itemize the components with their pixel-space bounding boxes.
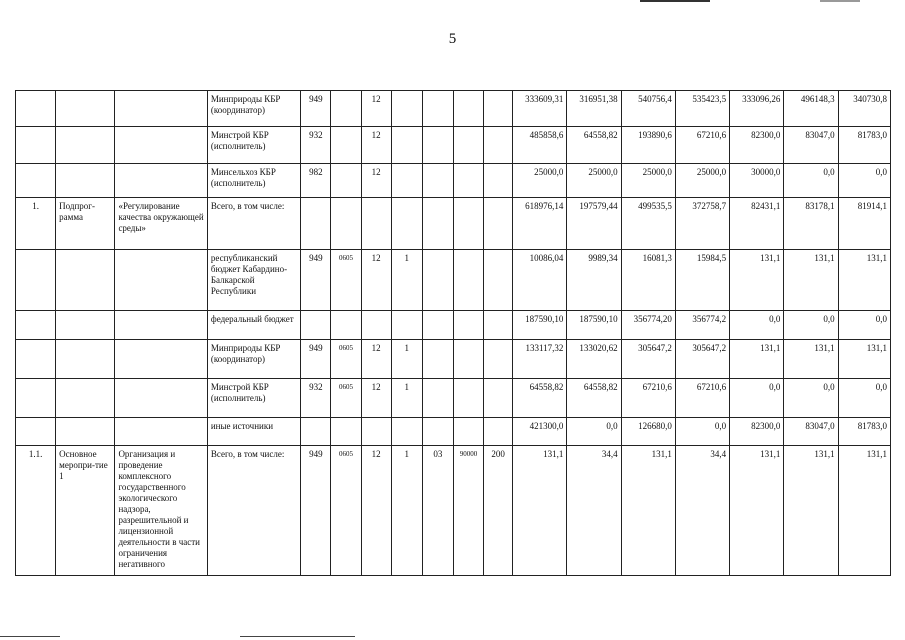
value-cell: 0,0 xyxy=(730,379,784,418)
value-cell: 25000,0 xyxy=(513,164,567,198)
value-cell: 618976,14 xyxy=(513,198,567,250)
code-cell xyxy=(453,164,483,198)
value-cell: 197579,44 xyxy=(567,198,621,250)
value-cell: 64558,82 xyxy=(513,379,567,418)
value-cell: 16081,3 xyxy=(621,250,675,311)
code-cell: 12 xyxy=(361,164,391,198)
value-cell: 540756,4 xyxy=(621,91,675,127)
value-cell: 340730,8 xyxy=(838,91,890,127)
executor-cell: Минстрой КБР (исполнитель) xyxy=(207,379,300,418)
code-cell xyxy=(453,311,483,340)
type-cell: Основное меропри-тие 1 xyxy=(56,446,115,576)
value-cell: 356774,2 xyxy=(675,311,729,340)
table-row xyxy=(16,340,891,379)
value-cell: 9989,34 xyxy=(567,250,621,311)
value-cell: 34,4 xyxy=(567,446,621,576)
table-row xyxy=(16,418,891,446)
bottom-edge-mark xyxy=(240,636,355,637)
type-cell: Подпрог-рамма xyxy=(56,198,115,250)
value-cell: 131,1 xyxy=(730,340,784,379)
code-cell xyxy=(391,91,422,127)
rzpr-cell: 0605 xyxy=(331,379,361,418)
executor-cell: Всего, в том числе: xyxy=(207,198,300,250)
value-cell: 0,0 xyxy=(784,379,838,418)
code-cell: 12 xyxy=(361,379,391,418)
rzpr-cell: 0605 xyxy=(331,446,361,576)
row-number-cell: 1.1. xyxy=(16,446,56,576)
value-cell: 83047,0 xyxy=(784,127,838,164)
code-cell: 1 xyxy=(391,250,422,311)
value-cell: 356774,20 xyxy=(621,311,675,340)
table-row xyxy=(16,127,891,164)
type-cell xyxy=(56,127,115,164)
value-cell: 64558,82 xyxy=(567,379,621,418)
bottom-edge-mark xyxy=(0,636,60,637)
table-row xyxy=(16,164,891,198)
vr-cell xyxy=(484,91,513,127)
value-cell: 82300,0 xyxy=(730,127,784,164)
grbs-cell xyxy=(301,198,331,250)
value-cell: 83178,1 xyxy=(784,198,838,250)
row-number-cell xyxy=(16,418,56,446)
value-cell: 131,1 xyxy=(730,446,784,576)
vr-cell xyxy=(484,198,513,250)
value-cell: 496148,3 xyxy=(784,91,838,127)
value-cell: 131,1 xyxy=(838,340,890,379)
row-number-cell xyxy=(16,250,56,311)
rzpr-cell xyxy=(331,127,361,164)
code-cell xyxy=(453,127,483,164)
name-cell xyxy=(115,418,207,446)
value-cell: 25000,0 xyxy=(567,164,621,198)
vr-cell xyxy=(484,311,513,340)
value-cell: 305647,2 xyxy=(621,340,675,379)
value-cell: 485858,6 xyxy=(513,127,567,164)
code-cell xyxy=(453,418,483,446)
rzpr-cell xyxy=(331,164,361,198)
type-cell xyxy=(56,91,115,127)
grbs-cell: 932 xyxy=(301,127,331,164)
code-cell: 1 xyxy=(391,379,422,418)
code-cell xyxy=(422,379,453,418)
rzpr-cell xyxy=(331,198,361,250)
value-cell: 0,0 xyxy=(784,164,838,198)
code-cell: 12 xyxy=(361,340,391,379)
executor-cell: республиканский бюджет Кабардино-Балкарской Республики xyxy=(207,250,300,311)
vr-cell xyxy=(484,164,513,198)
code-cell: 90000 xyxy=(453,446,483,576)
value-cell: 131,1 xyxy=(838,250,890,311)
value-cell: 305647,2 xyxy=(675,340,729,379)
executor-cell: иные источники xyxy=(207,418,300,446)
row-number-cell xyxy=(16,340,56,379)
executor-cell: Минприроды КБР (координатор) xyxy=(207,340,300,379)
table-row xyxy=(16,250,891,311)
value-cell: 82300,0 xyxy=(730,418,784,446)
row-number-cell: 1. xyxy=(16,198,56,250)
name-cell: «Регулирование качества окружающей среды» xyxy=(115,198,207,250)
value-cell: 0,0 xyxy=(838,311,890,340)
name-cell xyxy=(115,250,207,311)
grbs-cell: 982 xyxy=(301,164,331,198)
value-cell: 82431,1 xyxy=(730,198,784,250)
type-cell xyxy=(56,379,115,418)
row-number-cell xyxy=(16,379,56,418)
value-cell: 131,1 xyxy=(621,446,675,576)
executor-cell: федеральный бюджет xyxy=(207,311,300,340)
grbs-cell: 932 xyxy=(301,379,331,418)
value-cell: 0,0 xyxy=(567,418,621,446)
value-cell: 67210,6 xyxy=(621,379,675,418)
name-cell xyxy=(115,164,207,198)
value-cell: 499535,5 xyxy=(621,198,675,250)
type-cell xyxy=(56,250,115,311)
code-cell xyxy=(453,250,483,311)
value-cell: 81783,0 xyxy=(838,418,890,446)
table-row xyxy=(16,198,891,250)
name-cell xyxy=(115,127,207,164)
value-cell: 64558,82 xyxy=(567,127,621,164)
value-cell: 133117,32 xyxy=(513,340,567,379)
code-cell xyxy=(422,198,453,250)
code-cell xyxy=(391,164,422,198)
table-row xyxy=(16,311,891,340)
value-cell: 131,1 xyxy=(784,340,838,379)
value-cell: 193890,6 xyxy=(621,127,675,164)
top-edge-mark xyxy=(820,0,860,2)
grbs-cell xyxy=(301,418,331,446)
value-cell: 10086,04 xyxy=(513,250,567,311)
grbs-cell: 949 xyxy=(301,91,331,127)
value-cell: 316951,38 xyxy=(567,91,621,127)
row-number-cell xyxy=(16,91,56,127)
vr-cell xyxy=(484,127,513,164)
code-cell xyxy=(422,311,453,340)
name-cell xyxy=(115,311,207,340)
code-cell xyxy=(391,198,422,250)
value-cell: 131,1 xyxy=(730,250,784,311)
value-cell: 133020,62 xyxy=(567,340,621,379)
code-cell: 03 xyxy=(422,446,453,576)
code-cell: 1 xyxy=(391,340,422,379)
code-cell xyxy=(391,311,422,340)
grbs-cell: 949 xyxy=(301,340,331,379)
code-cell: 12 xyxy=(361,91,391,127)
executor-cell: Минстрой КБР (исполнитель) xyxy=(207,127,300,164)
value-cell: 333609,31 xyxy=(513,91,567,127)
type-cell xyxy=(56,311,115,340)
row-number-cell xyxy=(16,311,56,340)
table-row xyxy=(16,91,891,127)
vr-cell: 200 xyxy=(484,446,513,576)
value-cell: 15984,5 xyxy=(675,250,729,311)
code-cell xyxy=(422,164,453,198)
value-cell: 81914,1 xyxy=(838,198,890,250)
vr-cell xyxy=(484,379,513,418)
rzpr-cell xyxy=(331,91,361,127)
value-cell: 0,0 xyxy=(730,311,784,340)
rzpr-cell xyxy=(331,418,361,446)
rzpr-cell: 0605 xyxy=(331,250,361,311)
value-cell: 25000,0 xyxy=(621,164,675,198)
code-cell xyxy=(422,250,453,311)
value-cell: 131,1 xyxy=(784,250,838,311)
rzpr-cell: 0605 xyxy=(331,340,361,379)
value-cell: 187590,10 xyxy=(567,311,621,340)
value-cell: 30000,0 xyxy=(730,164,784,198)
vr-cell xyxy=(484,340,513,379)
grbs-cell xyxy=(301,311,331,340)
code-cell xyxy=(422,127,453,164)
code-cell xyxy=(361,418,391,446)
value-cell: 0,0 xyxy=(675,418,729,446)
code-cell: 12 xyxy=(361,446,391,576)
table-row xyxy=(16,446,891,576)
value-cell: 25000,0 xyxy=(675,164,729,198)
code-cell xyxy=(422,340,453,379)
value-cell: 67210,6 xyxy=(675,127,729,164)
top-edge-mark xyxy=(640,0,710,2)
row-number-cell xyxy=(16,164,56,198)
value-cell: 81783,0 xyxy=(838,127,890,164)
code-cell xyxy=(453,198,483,250)
executor-cell: Всего, в том числе: xyxy=(207,446,300,576)
code-cell xyxy=(453,340,483,379)
value-cell: 333096,26 xyxy=(730,91,784,127)
code-cell xyxy=(391,418,422,446)
code-cell xyxy=(391,127,422,164)
value-cell: 421300,0 xyxy=(513,418,567,446)
table-row xyxy=(16,379,891,418)
name-cell xyxy=(115,340,207,379)
code-cell: 12 xyxy=(361,250,391,311)
vr-cell xyxy=(484,418,513,446)
code-cell xyxy=(361,311,391,340)
code-cell xyxy=(453,91,483,127)
grbs-cell: 949 xyxy=(301,446,331,576)
value-cell: 34,4 xyxy=(675,446,729,576)
code-cell xyxy=(361,198,391,250)
rzpr-cell xyxy=(331,311,361,340)
budget-table xyxy=(15,90,891,576)
code-cell xyxy=(453,379,483,418)
type-cell xyxy=(56,418,115,446)
value-cell: 126680,0 xyxy=(621,418,675,446)
page-number: 5 xyxy=(448,31,457,47)
value-cell: 83047,0 xyxy=(784,418,838,446)
code-cell xyxy=(422,91,453,127)
code-cell: 1 xyxy=(391,446,422,576)
vr-cell xyxy=(484,250,513,311)
value-cell: 131,1 xyxy=(838,446,890,576)
name-cell xyxy=(115,91,207,127)
code-cell: 12 xyxy=(361,127,391,164)
value-cell: 535423,5 xyxy=(675,91,729,127)
value-cell: 372758,7 xyxy=(675,198,729,250)
value-cell: 131,1 xyxy=(784,446,838,576)
executor-cell: Минсельхоз КБР (исполнитель) xyxy=(207,164,300,198)
value-cell: 67210,6 xyxy=(675,379,729,418)
type-cell xyxy=(56,164,115,198)
value-cell: 187590,10 xyxy=(513,311,567,340)
name-cell: Организация и проведение комплексного государственного экологического надзора, разрешительной и лицензионной деятельности в части ограничения негативного xyxy=(115,446,207,576)
value-cell: 0,0 xyxy=(838,164,890,198)
executor-cell: Минприроды КБР (координатор) xyxy=(207,91,300,127)
grbs-cell: 949 xyxy=(301,250,331,311)
value-cell: 131,1 xyxy=(513,446,567,576)
code-cell xyxy=(422,418,453,446)
type-cell xyxy=(56,340,115,379)
value-cell: 0,0 xyxy=(838,379,890,418)
name-cell xyxy=(115,379,207,418)
row-number-cell xyxy=(16,127,56,164)
value-cell: 0,0 xyxy=(784,311,838,340)
